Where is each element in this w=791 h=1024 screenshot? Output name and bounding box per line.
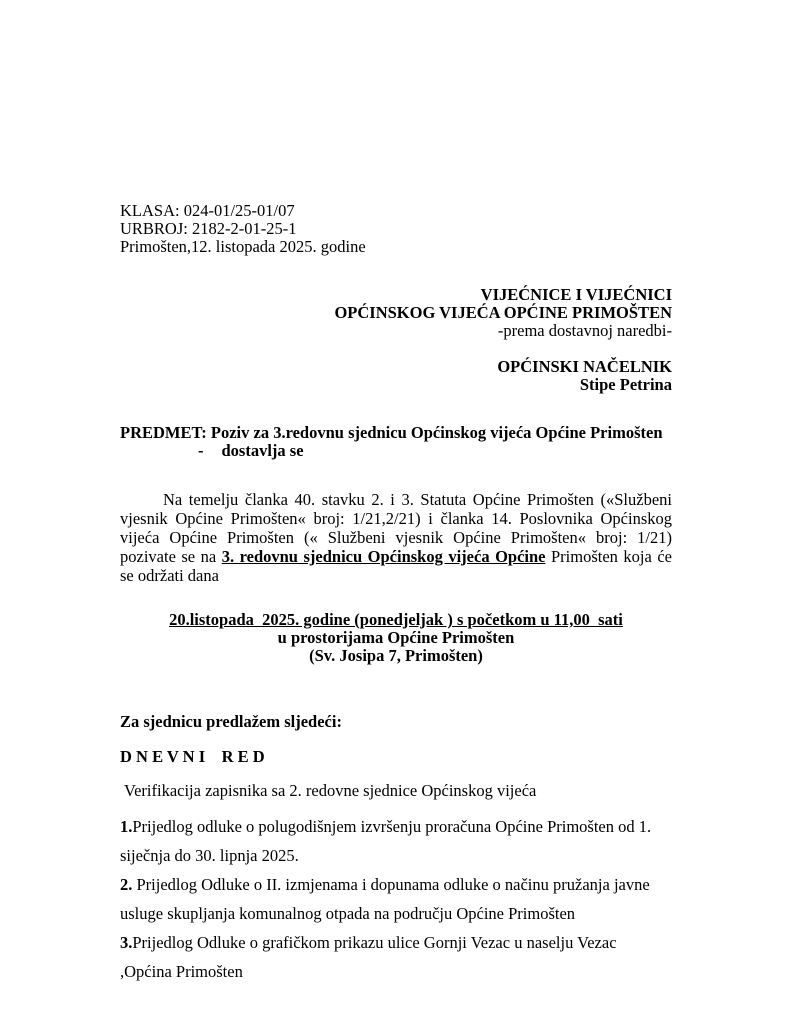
agenda-item	[120, 928, 672, 986]
agenda-item	[120, 812, 672, 870]
document-meta-block	[120, 202, 672, 256]
session-location-line: u prostorijama Općine Primošten	[277, 628, 515, 647]
legal-basis-text-start: Na temelju članka 40. stavku 2. i 3. Statuta Općine Primošten («Službeni vjesnik Općine Primošten« broj: 1/21,2/21) i članka 14. Poslovnika Općinskog vijeća Općine Primošten (« Službeni vjesnik Općine Primošten« broj: 1/21) pozivate se na	[120, 490, 672, 566]
subject-line: PREDMET: Poziv za 3.redovnu sjednicu Općinskog vijeća Općine Primošten	[120, 423, 663, 442]
agenda-items-list	[120, 812, 672, 986]
legal-basis-text-end: Primošten koja će se održati dana	[120, 547, 672, 585]
agenda-item-number: 3.	[120, 933, 133, 952]
agenda-item-text: Prijedlog Odluke o grafičkom prikazu ulice Gornji Vezac u naselju Vezac ,Općina Primošten	[120, 933, 617, 981]
recipient-block	[120, 286, 672, 340]
urbroj-line: URBROJ: 2182-2-01-25-1	[120, 219, 297, 238]
agenda-item-number: 1.	[120, 817, 133, 836]
klasa-line: KLASA: 024-01/25-01/07	[120, 201, 295, 220]
agenda-item-text: Prijedlog Odluke o II. izmjenama i dopunama odluke o načinu pružanja javne usluge skupljanja komunalnog otpada na području Općine Primošten	[120, 875, 650, 923]
subject-block	[120, 424, 672, 460]
sender-block	[120, 358, 672, 394]
subject-delivery-text: dostavlja se	[221, 441, 304, 460]
agenda-item-text: Prijedlog odluke o polugodišnjem izvršenju proračuna Općine Primošten od 1. siječnja do 30. lipnja 2025.	[120, 817, 652, 865]
session-details-block	[120, 611, 672, 665]
recipient-line-2: OPĆINSKOG VIJEĆA OPĆINE PRIMOŠTEN	[334, 303, 672, 322]
session-datetime-line: 20.listopada 2025. godine (ponedjeljak ) s početkom u 11,00 sati	[169, 610, 623, 629]
agenda-item	[120, 870, 672, 928]
subject-delivery-line	[120, 442, 672, 460]
recipient-line-1: VIJEĆNICE I VIJEĆNICI	[480, 285, 672, 304]
legal-basis-paragraph	[120, 490, 672, 585]
place-date-line: Primošten,12. listopada 2025. godine	[120, 237, 366, 256]
agenda-heading: D N E V N I R E D	[120, 747, 265, 766]
session-emphasis-text: 3. redovnu sjednicu Općinskog vijeća Općine	[221, 547, 546, 566]
agenda-verification-line: Verifikacija zapisnika sa 2. redovne sjednice Općinskog vijeća	[124, 781, 537, 800]
subject-dash: -	[198, 441, 204, 460]
recipient-delivery-note: -prema dostavnoj naredbi-	[497, 321, 672, 340]
sender-title: OPĆINSKI NAČELNIK	[497, 357, 672, 376]
session-address-line: (Sv. Josipa 7, Primošten)	[309, 646, 483, 665]
agenda-item-number: 2.	[120, 875, 133, 894]
agenda-lead-line: Za sjednicu predlažem sljedeći:	[120, 712, 342, 731]
sender-name: Stipe Petrina	[579, 375, 672, 394]
